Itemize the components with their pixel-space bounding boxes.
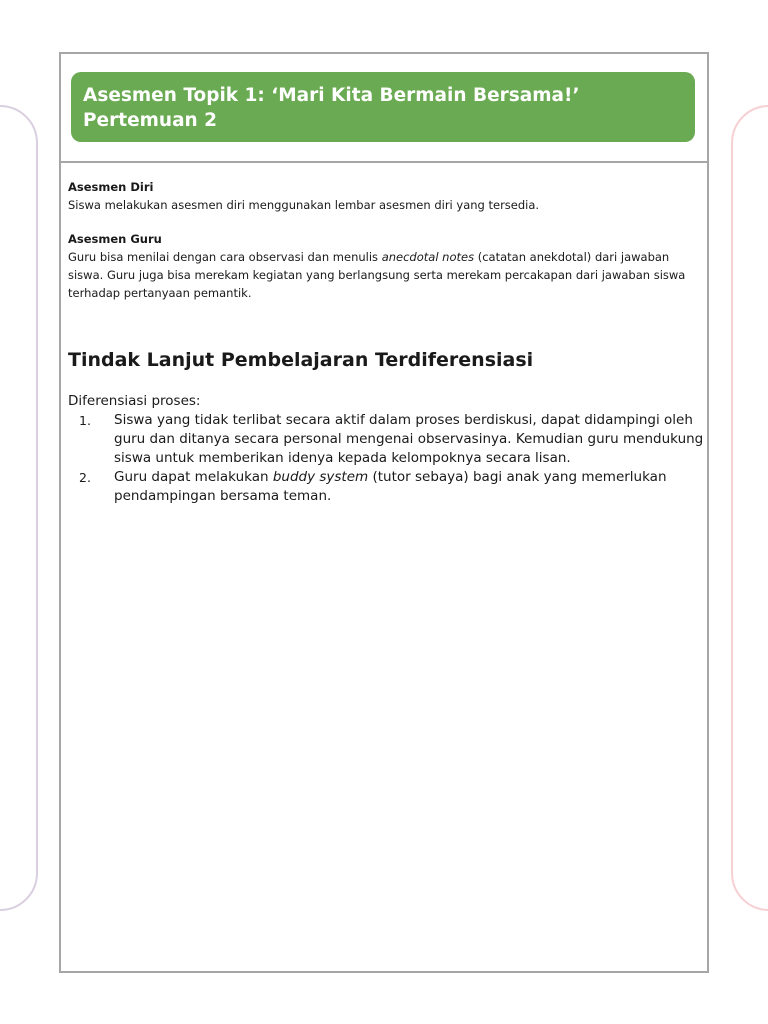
list-item-number: 1. [79, 413, 91, 428]
diferensiasi-intro: Diferensiasi proses: [68, 393, 201, 409]
page-subtitle: Pertemuan 2 [83, 110, 218, 131]
anecdotal-notes-term: anecdotal notes [381, 250, 475, 264]
decorative-right-border [731, 105, 768, 911]
asesmen-diri-text: Siswa melakukan asesmen diri menggunakan lembar asesmen diri yang tersedia. [68, 198, 540, 212]
diferensiasi-list [68, 411, 704, 506]
page-frame [59, 52, 709, 973]
list-item [68, 411, 704, 468]
header-section [61, 54, 707, 163]
list-item-text: Siswa yang tidak terlibat secara aktif dalam proses berdiskusi, dapat didampingi oleh guru dan ditanya secara personal mengenai observasinya. Kemudian guru mendukung siswa untuk memberikan idenya kepada kelompoknya secara lisan. [114, 412, 704, 466]
title-banner [71, 72, 695, 142]
main-content [68, 179, 704, 506]
asesmen-diri-heading: Asesmen Diri [68, 180, 154, 194]
list-item-number: 2. [79, 470, 91, 485]
asesmen-guru-text: Guru bisa menilai dengan cara observasi dan menulis anecdotal notes (catatan anekdotal) dari jawaban siswa. Guru juga bisa merekam kegiatan yang berlangsung serta merekam percakapan dari jawaban siswa terhadap pertanyaan pemantik. [68, 250, 686, 300]
list-item-text: Guru dapat melakukan buddy system (tutor sebaya) bagi anak yang memerlukan pendampingan bersama teman. [114, 469, 667, 504]
decorative-left-border [0, 105, 38, 911]
section-title: Tindak Lanjut Pembelajaran Terdiferensiasi [68, 349, 534, 371]
page-title: Asesmen Topik 1: ‘Mari Kita Bermain Bersama!’ [83, 85, 580, 106]
buddy-system-term: buddy system [272, 469, 369, 485]
asesmen-guru-heading: Asesmen Guru [68, 232, 162, 246]
list-item [68, 468, 704, 506]
